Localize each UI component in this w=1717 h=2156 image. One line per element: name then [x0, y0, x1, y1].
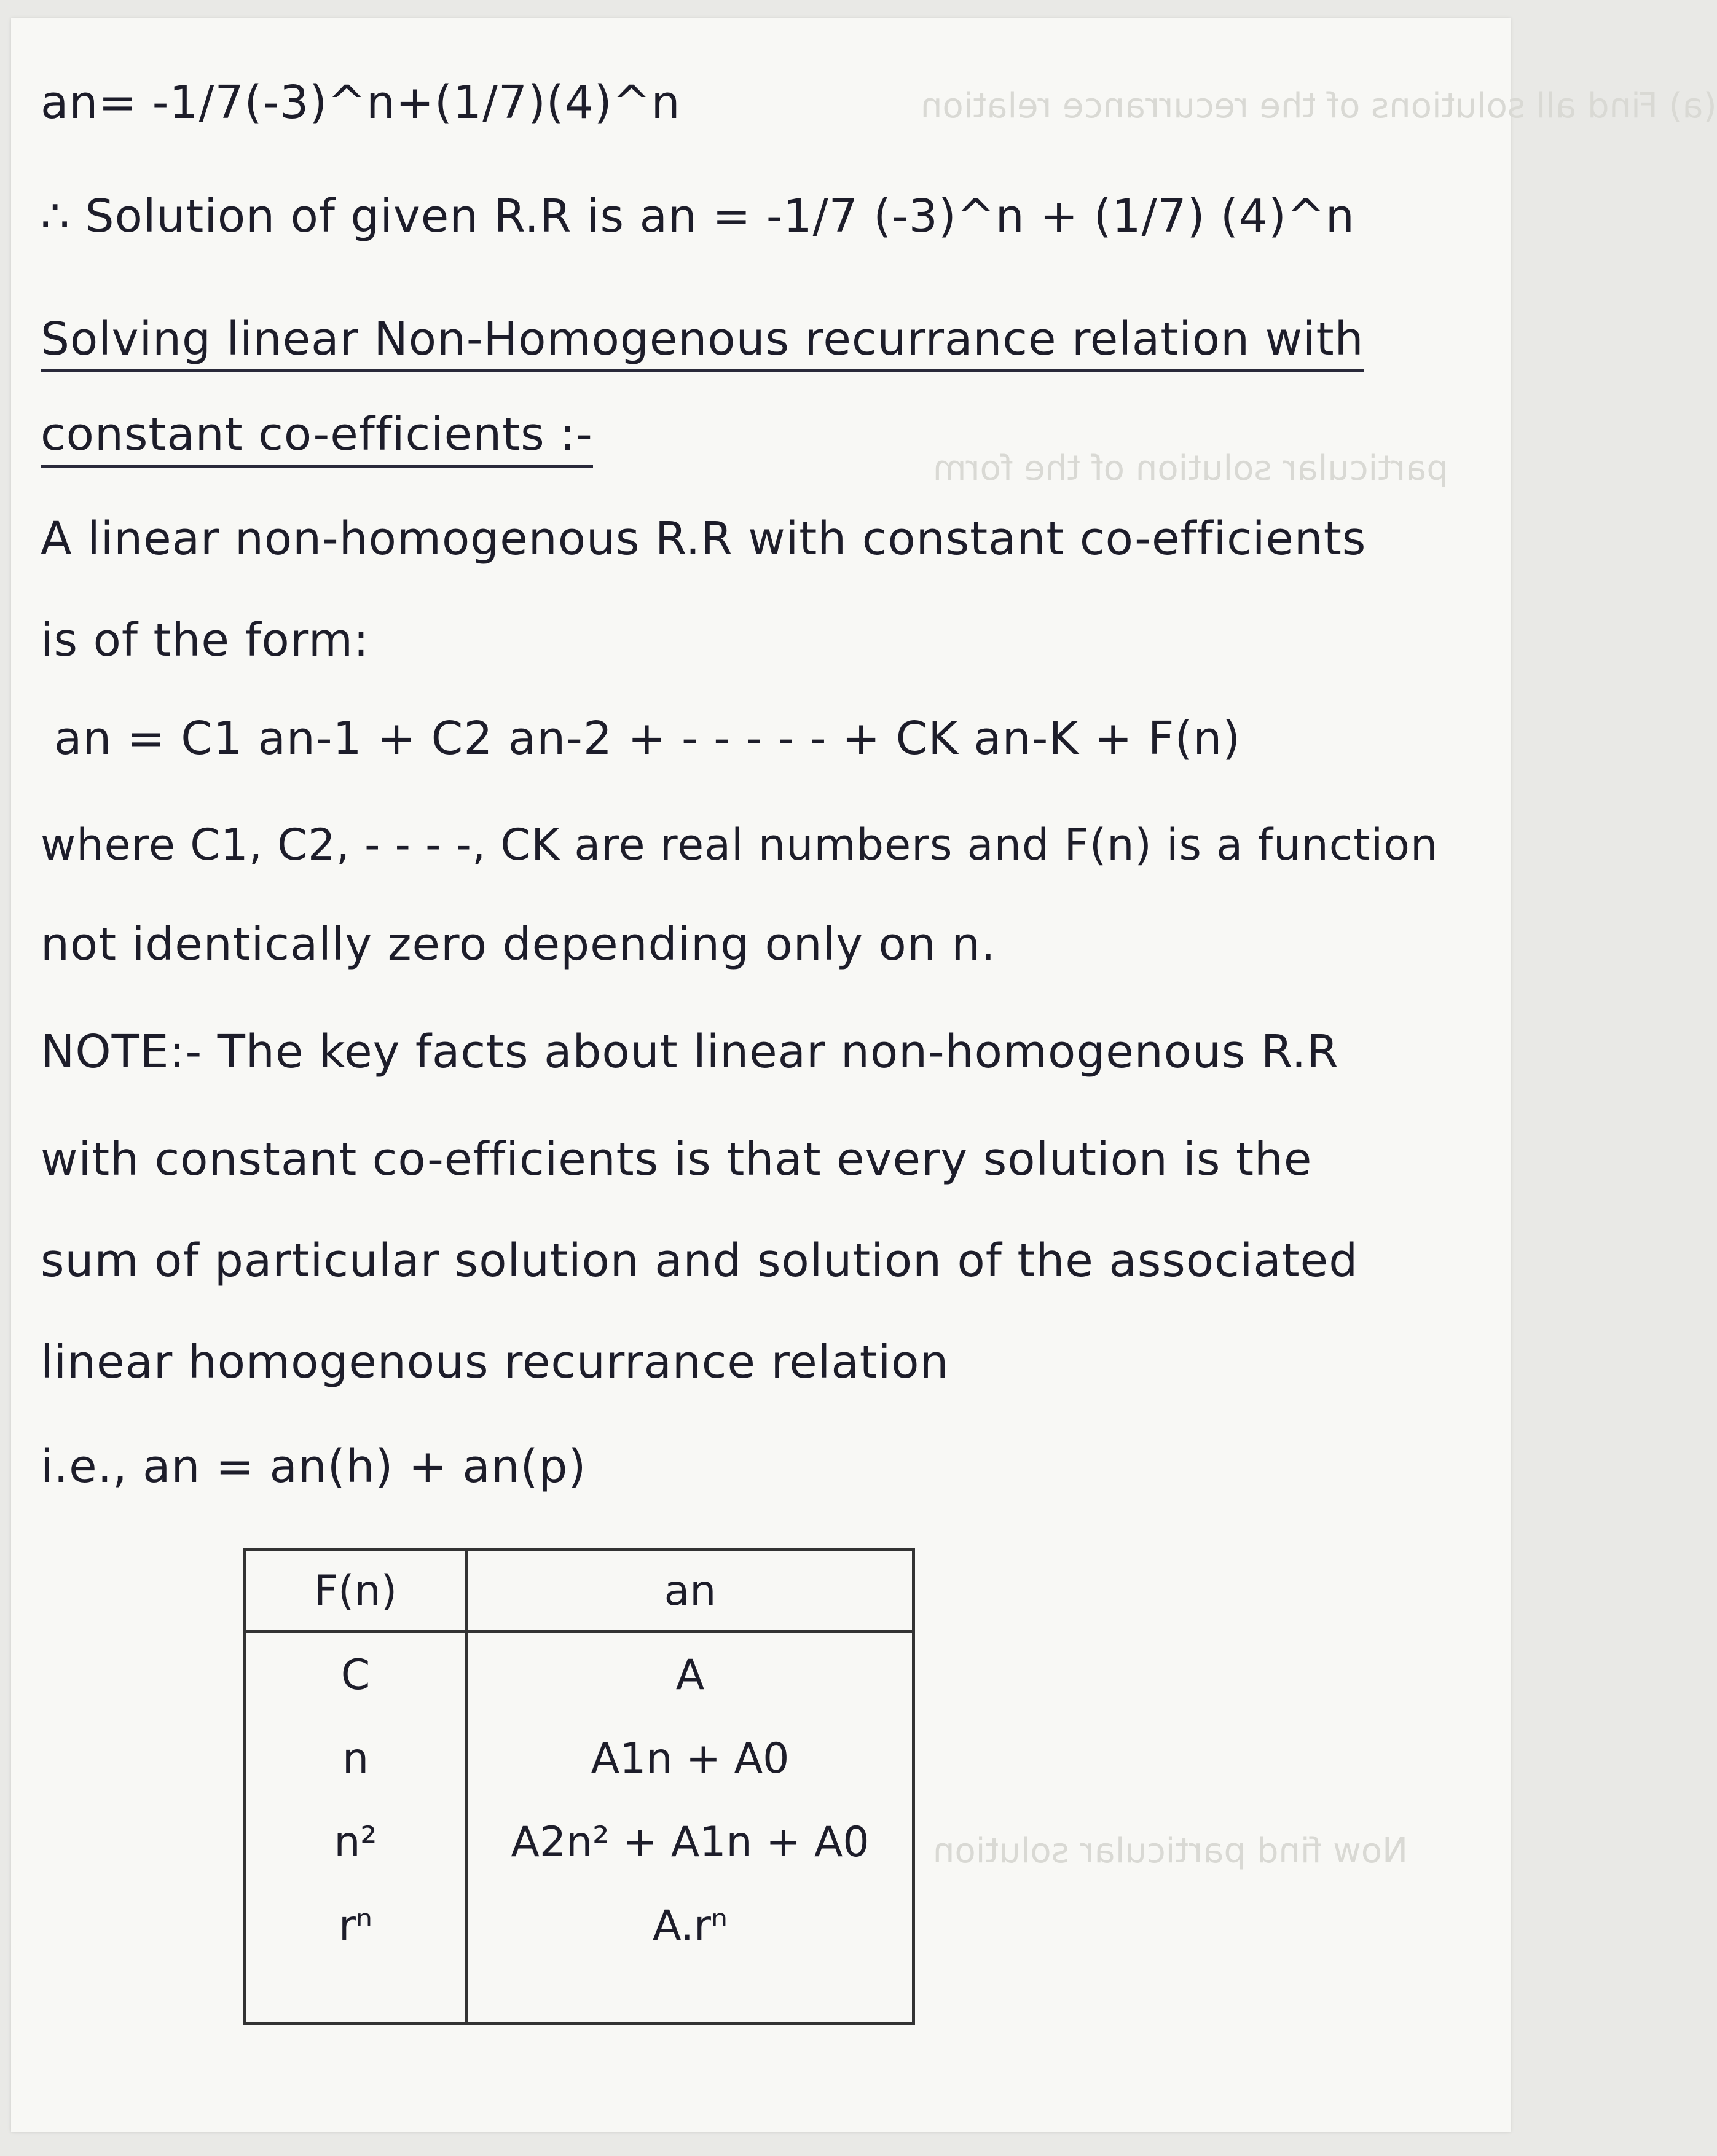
table-cell: rⁿ	[338, 1902, 373, 1950]
an-column	[467, 1632, 914, 2024]
solution-line: ∴ Solution of given R.R is an = -1/7 (-3)^n + (1/7) (4)^n	[41, 190, 1355, 243]
table-body-row	[245, 1632, 914, 2024]
table-header-row	[245, 1550, 914, 1632]
table-cell: n	[342, 1735, 369, 1783]
table-cell: A.rⁿ	[653, 1902, 728, 1950]
bleed-through-text: Now find particular solution	[933, 1831, 1409, 1871]
text-line: where C1, C2, - - - -, CK are real numbers and F(n) is a function	[41, 820, 1439, 870]
table-cell: A2n² + A1n + A0	[511, 1818, 870, 1867]
text-line: A linear non-homogenous R.R with constant co-efficients	[41, 512, 1367, 565]
heading-line-1: Solving linear Non-Homogenous recurrance relation with	[41, 313, 1364, 372]
bleed-through-text: (a) Find all solutions of the recurrance relation	[921, 86, 1717, 126]
notebook-page	[11, 18, 1717, 2132]
equation-line: an= -1/7(-3)^n+(1/7)(4)^n	[41, 76, 681, 129]
ie-equation: i.e., an = an(h) + an(p)	[41, 1440, 587, 1493]
table-cell: A1n + A0	[591, 1735, 790, 1783]
text-line: with constant co-efficients is that every solution is the	[41, 1133, 1313, 1186]
heading-line-2: constant co-efficients :-	[41, 408, 593, 468]
text-line: linear homogenous recurrance relation	[41, 1336, 949, 1389]
table-cell: n²	[334, 1818, 377, 1867]
section-heading-cont	[41, 408, 593, 461]
table-cell: A	[675, 1651, 705, 1699]
text-line: is of the form:	[41, 614, 369, 667]
section-heading	[41, 313, 1364, 366]
bleed-through-text: particular solution of the form	[933, 449, 1448, 488]
header-fn: F(n)	[245, 1550, 467, 1632]
fn-column	[245, 1632, 467, 2024]
note-line: NOTE:- The key facts about linear non-homogenous R.R	[41, 1025, 1339, 1078]
text-line: not identically zero depending only on n.	[41, 918, 996, 971]
text-line: sum of particular solution and solution of the associated	[41, 1234, 1359, 1287]
header-an: an	[467, 1550, 914, 1632]
form-equation: an = C1 an-1 + C2 an-2 + - - - - - + CK an-K + F(n)	[54, 712, 1241, 765]
table-cell: C	[340, 1651, 371, 1699]
particular-solution-table	[243, 1548, 915, 2025]
